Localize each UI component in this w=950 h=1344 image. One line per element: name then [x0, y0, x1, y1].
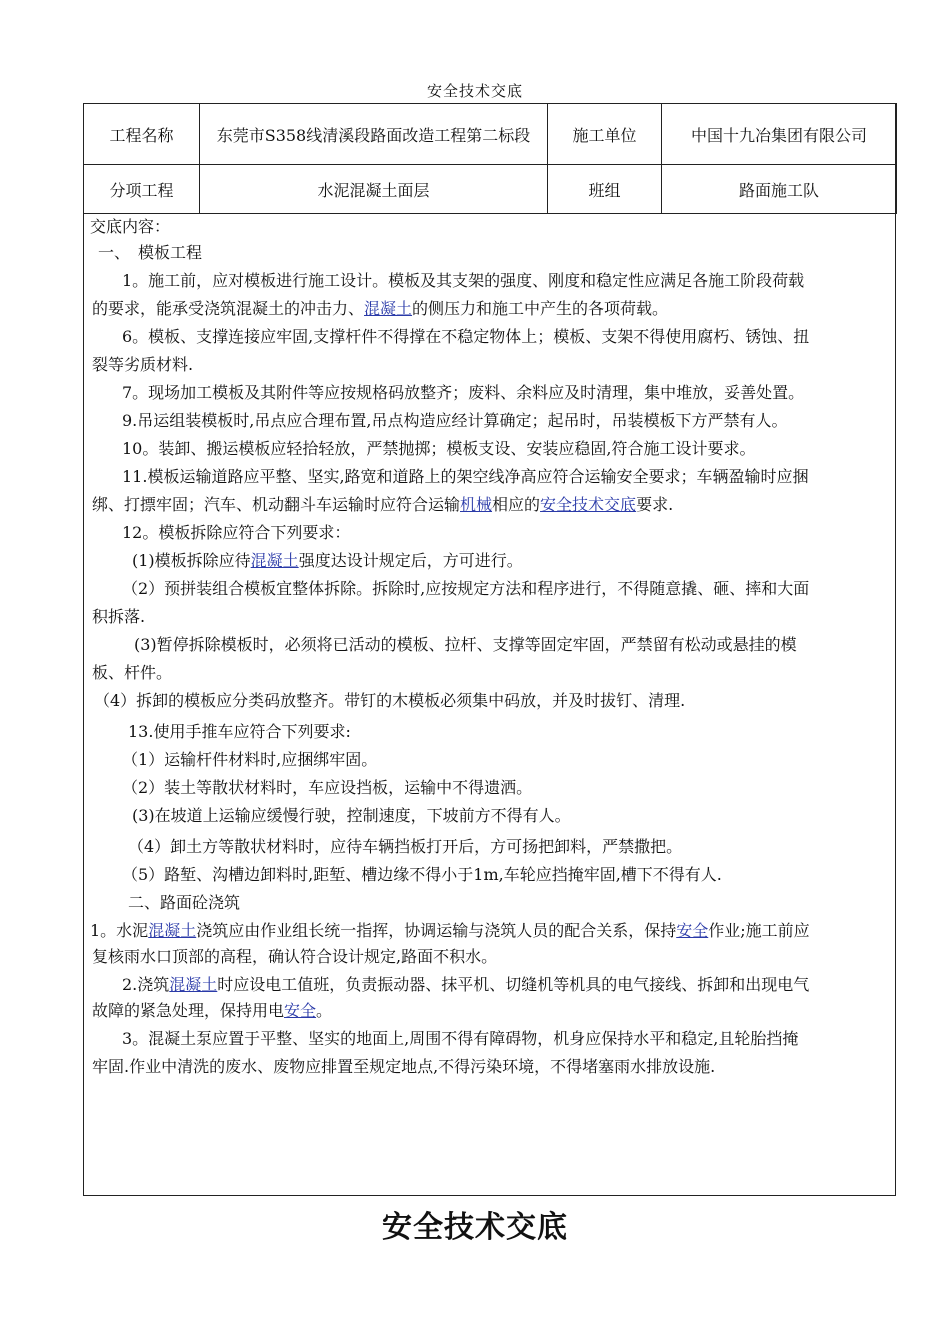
paragraph-line: 裂等劣质材料.	[92, 355, 194, 374]
paragraph-line: 13.使用手推车应符合下列要求:	[128, 722, 351, 741]
paragraph-line	[122, 972, 809, 995]
next-page-title: 安全技术交底	[382, 1210, 568, 1245]
section-heading-pouring: 二、路面砼浇筑	[128, 893, 241, 912]
project-name-value: 东莞市S358线清溪段路面改造工程第二标段	[200, 104, 548, 165]
concrete-link[interactable]: 混凝土	[169, 975, 218, 994]
paragraph-line: 板、杆件。	[92, 663, 173, 682]
text-run: 1。水泥	[90, 921, 149, 940]
machinery-link[interactable]: 机械	[460, 495, 493, 514]
paragraph-line: （5）路堑、沟槽边卸料时,距堑、槽边缘不得小于1m,车轮应挡掩牢固,槽下不得有人.	[122, 865, 722, 884]
concrete-link[interactable]: 混凝土	[364, 299, 413, 318]
concrete-link[interactable]: 混凝土	[250, 551, 299, 570]
safety-disclosure-link[interactable]: 安全技术交底	[540, 495, 637, 514]
paragraph-line: （2）预拼装组合模板宜整体拆除。拆除时,应按规定方法和程序进行，不得随意撬、砸、摔和大面	[122, 579, 810, 598]
project-name-label: 工程名称	[84, 104, 200, 165]
header-row-project	[84, 104, 897, 165]
text-run: 相应的	[492, 495, 541, 514]
safety-link[interactable]: 安全	[284, 1001, 317, 1020]
paragraph-line: 10。装卸、搬运模板应轻拾轻放，严禁抛掷；模板支设、安装应稳固,符合施工设计要求。	[122, 439, 756, 458]
document-title: 安全技术交底	[426, 82, 523, 100]
header-row-subitem	[84, 165, 897, 214]
paragraph-line	[92, 296, 668, 319]
paragraph-line: 牢固.作业中清洗的废水、废物应排置至规定地点,不得污染环境，不得堵塞雨水排放设施.	[92, 1057, 716, 1076]
text-run: 要求.	[636, 495, 674, 514]
paragraph-line: (3)在坡道上运输应缓慢行驶，控制速度，下坡前方不得有人。	[132, 806, 571, 825]
paragraph-line	[132, 548, 523, 571]
paragraph-line	[92, 492, 673, 515]
header-table	[83, 103, 897, 214]
text-run: 的侧压力和施工中产生的各项荷载。	[412, 299, 669, 318]
paragraph-line: （1）运输杆件材料时,应捆绑牢固。	[122, 750, 378, 769]
paragraph-line: 11.模板运输道路应平整、坚实,路宽和道路上的架空线净高应符合运输安全要求；车辆盈输时应捆	[122, 467, 809, 486]
text-run: 作业;施工前应	[708, 921, 810, 940]
paragraph-line: 6。模板、支撑连接应牢固,支撑杆件不得撑在不稳定物体上；模板、支架不得使用腐朽、锈蚀、扭	[122, 327, 810, 346]
paragraph-line: 积拆落.	[92, 607, 146, 626]
paragraph-line: (3)暂停拆除模板时，必须将已活动的模板、拉杆、支撑等固定牢固，严禁留有松动或悬挂的模	[134, 635, 797, 654]
text-run: 的要求，能承受浇筑混凝土的冲击力、	[92, 299, 365, 318]
text-run: 。	[316, 1001, 333, 1020]
text-run: 强度达设计规定后，方可进行。	[298, 551, 523, 570]
paragraph-line: （4）卸土方等散状材料时，应待车辆挡板打开后，方可扬把卸料，严禁撒把。	[128, 837, 683, 856]
paragraph-line: 7。现场加工模板及其附件等应按规格码放整齐；废料、余料应及时清理，集中堆放，妥善处置。	[122, 383, 805, 402]
content-label: 交底内容：	[90, 217, 171, 236]
paragraph-line: （2）装土等散状材料时，车应设挡板，运输中不得遗洒。	[122, 778, 533, 797]
paragraph-line: （4）拆卸的模板应分类码放整齐。带钉的木模板必须集中码放，并及时拔钉、清理.	[94, 691, 686, 710]
sub-project-value: 水泥混凝土面层	[200, 165, 548, 214]
section-heading-formwork: 一、 模板工程	[98, 243, 203, 262]
paragraph-line: 9.吊运组装模板时,吊点应合理布置,吊点构造应经计算确定；起吊时，吊装模板下方严禁有人。	[122, 411, 788, 430]
text-run: (1)模板拆除应待	[132, 551, 251, 570]
paragraph-line: 3。混凝土泵应置于平整、坚实的地面上,周围不得有障碍物，机身应保持水平和稳定,且轮胎挡掩	[122, 1029, 799, 1048]
concrete-link[interactable]: 混凝土	[148, 921, 197, 940]
team-label: 班组	[548, 165, 662, 214]
paragraph-line	[92, 998, 332, 1021]
paragraph-line: 12。模板拆除应符合下列要求：	[122, 523, 351, 542]
construction-unit-label: 施工单位	[548, 104, 662, 165]
paragraph-line: 1。施工前，应对模板进行施工设计。模板及其支架的强度、刚度和稳定性应满足各施工阶段荷载	[122, 271, 805, 290]
construction-unit-value: 中国十九冶集团有限公司	[662, 104, 897, 165]
text-run: 时应设电工值班，负责振动器、抹平机、切缝机等机具的电气接线、拆卸和出现电气	[217, 975, 810, 994]
paragraph-line	[90, 918, 810, 941]
text-run: 2.浇筑	[122, 975, 170, 994]
text-run: 故障的紧急处理，保持用电	[92, 1001, 285, 1020]
safety-link[interactable]: 安全	[676, 921, 709, 940]
paragraph-line: 复核雨水口顶部的高程，确认符合设计规定,路面不积水。	[92, 947, 498, 966]
sub-project-label: 分项工程	[84, 165, 200, 214]
team-value: 路面施工队	[662, 165, 897, 214]
text-run: 绑、打摽牢固；汽车、机动翻斗车运输时应符合运输	[92, 495, 461, 514]
text-run: 浇筑应由作业组长统一指挥，协调运输与浇筑人员的配合关系，保持	[196, 921, 677, 940]
